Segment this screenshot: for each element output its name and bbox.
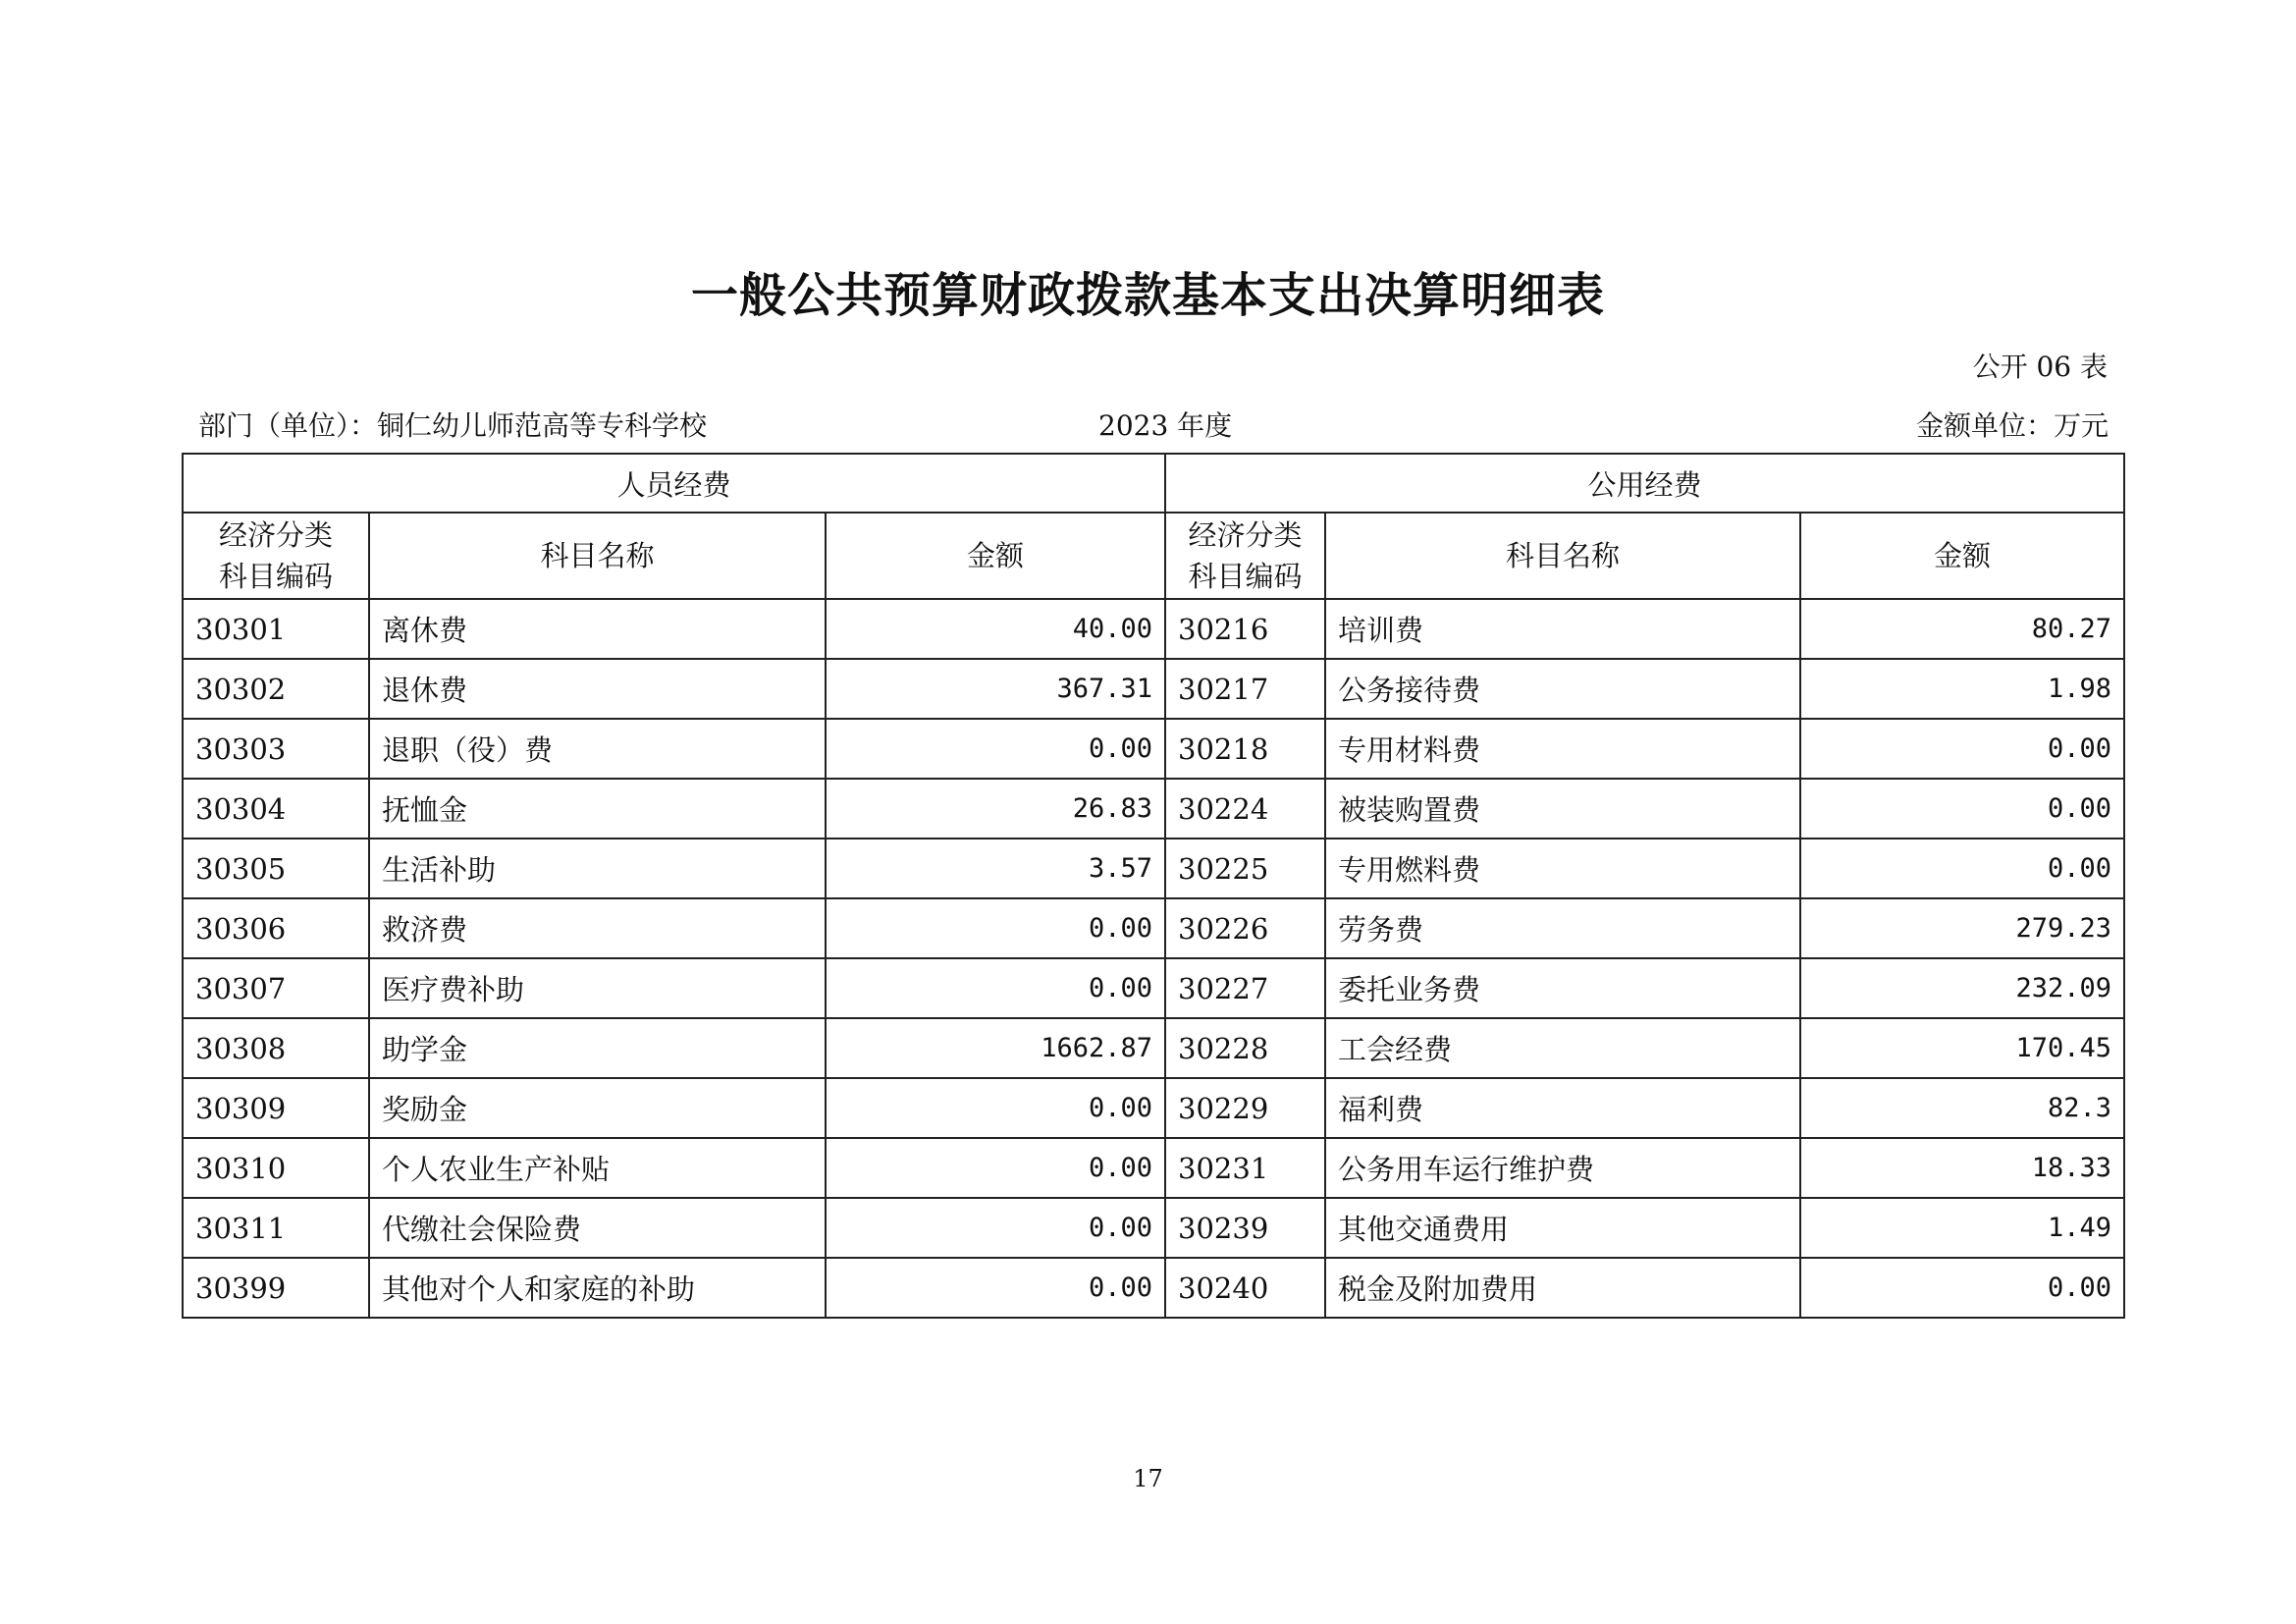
public-code: 30240 <box>1165 1258 1325 1318</box>
table-row <box>183 1018 2124 1078</box>
personnel-amount: 0.00 <box>826 1198 1165 1258</box>
header-code-left <box>183 513 369 599</box>
public-amount: 232.09 <box>1800 958 2124 1018</box>
personnel-amount: 40.00 <box>826 599 1165 659</box>
public-amount: 80.27 <box>1800 599 2124 659</box>
personnel-amount: 367.31 <box>826 659 1165 719</box>
table-row <box>183 1198 2124 1258</box>
personnel-item-name: 抚恤金 <box>369 779 826 839</box>
column-header-row <box>183 513 2124 599</box>
header-amount-left: 金额 <box>826 513 1165 599</box>
public-item-name: 公务接待费 <box>1325 659 1800 719</box>
section-public: 公用经费 <box>1165 454 2124 513</box>
public-amount: 0.00 <box>1800 719 2124 779</box>
header-code-right <box>1165 513 1325 599</box>
personnel-item-name: 生活补助 <box>369 839 826 898</box>
public-code: 30231 <box>1165 1138 1325 1198</box>
public-item-name: 福利费 <box>1325 1078 1800 1138</box>
table-row <box>183 779 2124 839</box>
personnel-code: 30308 <box>183 1018 369 1078</box>
public-code: 30226 <box>1165 898 1325 958</box>
public-amount: 1.98 <box>1800 659 2124 719</box>
table-row <box>183 1138 2124 1198</box>
personnel-item-name: 退休费 <box>369 659 826 719</box>
header-code-line2: 科目编码 <box>218 560 333 593</box>
personnel-code: 30303 <box>183 719 369 779</box>
personnel-code: 30302 <box>183 659 369 719</box>
personnel-item-name: 奖励金 <box>369 1078 826 1138</box>
public-code: 30239 <box>1165 1198 1325 1258</box>
header-code-line2: 科目编码 <box>1188 560 1303 593</box>
public-amount: 0.00 <box>1800 779 2124 839</box>
public-amount: 1.49 <box>1800 1198 2124 1258</box>
page-title: 一般公共预算财政拨款基本支出决算明细表 <box>690 268 1605 323</box>
personnel-code: 30309 <box>183 1078 369 1138</box>
public-amount: 18.33 <box>1800 1138 2124 1198</box>
table-row <box>183 599 2124 659</box>
table-row <box>183 898 2124 958</box>
personnel-item-name: 医疗费补助 <box>369 958 826 1018</box>
amount-unit: 金额单位：万元 <box>1915 409 2109 442</box>
public-amount: 0.00 <box>1800 1258 2124 1318</box>
personnel-code: 30305 <box>183 839 369 898</box>
public-amount: 82.3 <box>1800 1078 2124 1138</box>
public-item-name: 被装购置费 <box>1325 779 1800 839</box>
personnel-amount: 3.57 <box>826 839 1165 898</box>
public-item-name: 工会经费 <box>1325 1018 1800 1078</box>
form-number: 公开 06 表 <box>1972 351 2108 383</box>
public-amount: 170.45 <box>1800 1018 2124 1078</box>
public-item-name: 专用材料费 <box>1325 719 1800 779</box>
public-item-name: 培训费 <box>1325 599 1800 659</box>
header-name-right: 科目名称 <box>1325 513 1800 599</box>
personnel-amount: 1662.87 <box>826 1018 1165 1078</box>
section-personnel: 人员经费 <box>183 454 1165 513</box>
expenditure-table <box>182 453 2125 1319</box>
public-item-name: 其他交通费用 <box>1325 1198 1800 1258</box>
public-code: 30225 <box>1165 839 1325 898</box>
table-row <box>183 719 2124 779</box>
personnel-item-name: 助学金 <box>369 1018 826 1078</box>
personnel-amount: 0.00 <box>826 1078 1165 1138</box>
personnel-item-name: 离休费 <box>369 599 826 659</box>
public-item-name: 专用燃料费 <box>1325 839 1800 898</box>
public-code: 30217 <box>1165 659 1325 719</box>
personnel-amount: 0.00 <box>826 1138 1165 1198</box>
public-code: 30224 <box>1165 779 1325 839</box>
public-code: 30228 <box>1165 1018 1325 1078</box>
header-code-line1: 经济分类 <box>1188 518 1303 552</box>
table-row <box>183 1258 2124 1318</box>
personnel-code: 30306 <box>183 898 369 958</box>
public-amount: 0.00 <box>1800 839 2124 898</box>
department-label: 部门（单位）：铜仁幼儿师范高等专科学校 <box>198 409 708 442</box>
personnel-code: 30310 <box>183 1138 369 1198</box>
header-amount-right: 金额 <box>1800 513 2124 599</box>
public-code: 30218 <box>1165 719 1325 779</box>
public-item-name: 委托业务费 <box>1325 958 1800 1018</box>
personnel-item-name: 其他对个人和家庭的补助 <box>369 1258 826 1318</box>
personnel-code: 30304 <box>183 779 369 839</box>
header-name-left: 科目名称 <box>369 513 826 599</box>
public-code: 30216 <box>1165 599 1325 659</box>
page-number: 17 <box>1133 1465 1163 1492</box>
public-item-name: 税金及附加费用 <box>1325 1258 1800 1318</box>
personnel-item-name: 救济费 <box>369 898 826 958</box>
public-code: 30227 <box>1165 958 1325 1018</box>
personnel-item-name: 个人农业生产补贴 <box>369 1138 826 1198</box>
fiscal-year: 2023 年度 <box>1098 409 1233 442</box>
personnel-code: 30307 <box>183 958 369 1018</box>
table-row <box>183 958 2124 1018</box>
personnel-amount: 0.00 <box>826 719 1165 779</box>
public-code: 30229 <box>1165 1078 1325 1138</box>
personnel-code: 30311 <box>183 1198 369 1258</box>
public-item-name: 劳务费 <box>1325 898 1800 958</box>
personnel-amount: 0.00 <box>826 898 1165 958</box>
section-header-row <box>183 454 2124 513</box>
table-row <box>183 659 2124 719</box>
meta-row <box>198 405 2109 444</box>
header-code-line1: 经济分类 <box>218 518 333 552</box>
personnel-code: 30399 <box>183 1258 369 1318</box>
personnel-item-name: 代缴社会保险费 <box>369 1198 826 1258</box>
personnel-amount: 0.00 <box>826 958 1165 1018</box>
public-amount: 279.23 <box>1800 898 2124 958</box>
personnel-item-name: 退职（役）费 <box>369 719 826 779</box>
table-row <box>183 1078 2124 1138</box>
public-item-name: 公务用车运行维护费 <box>1325 1138 1800 1198</box>
personnel-code: 30301 <box>183 599 369 659</box>
personnel-amount: 0.00 <box>826 1258 1165 1318</box>
table-row <box>183 839 2124 898</box>
personnel-amount: 26.83 <box>826 779 1165 839</box>
